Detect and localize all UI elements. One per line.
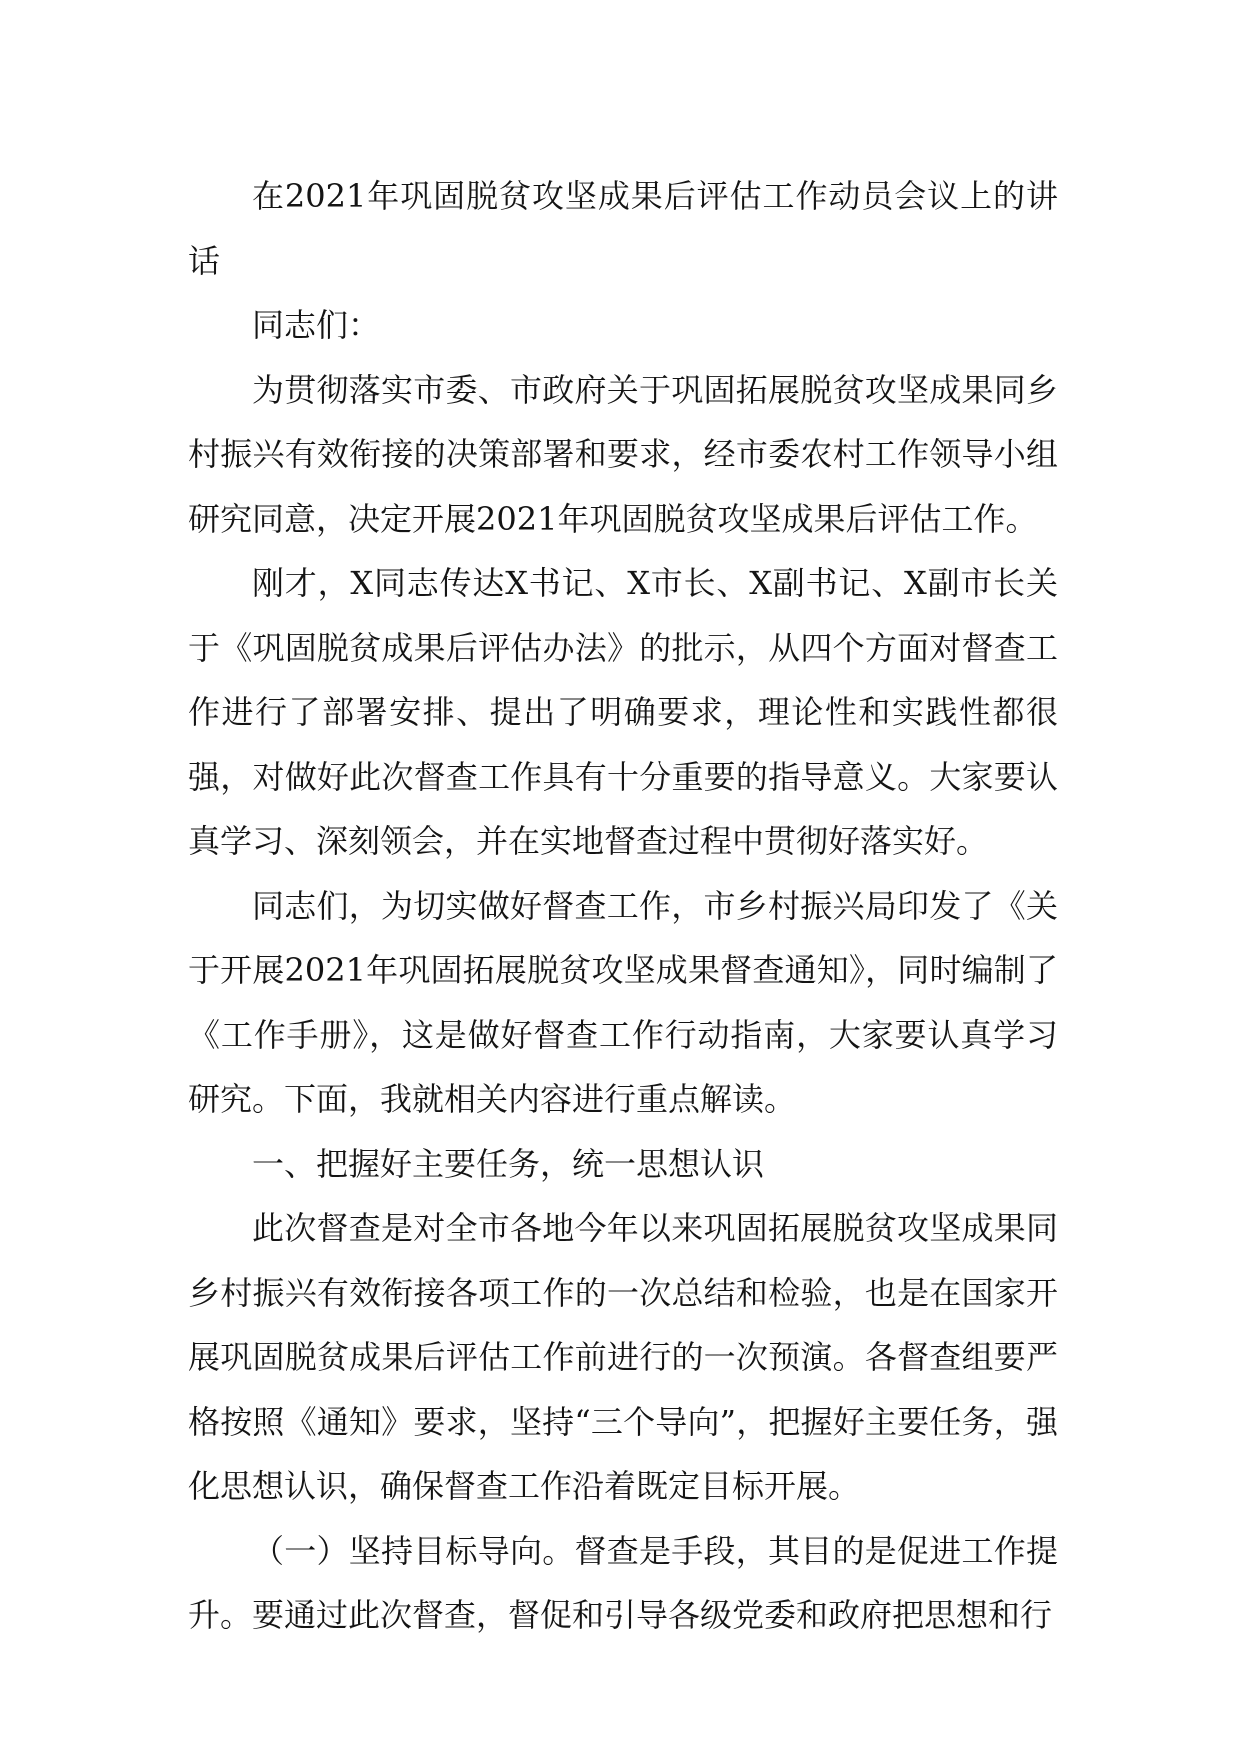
paragraph-purpose: 为贯彻落实市委、市政府关于巩固拓展脱贫攻坚成果同乡村振兴有效衔接的决策部署和要求，经市委农村工作领导小组研究同意，决定开展2021年巩固脱贫攻坚成果后评估工作。 <box>188 370 1058 538</box>
paragraph-notice: 同志们，为切实做好督查工作，市乡村振兴局印发了《关于开展2021年巩固拓展脱贫攻坚成果督查通知》，同时编制了《工作手册》，这是做好督查工作行动指南，大家要认真学习研究。下面，我就相关内容进行重点解读。 <box>188 886 1058 1118</box>
section-heading: 一、把握好主要任务，统一思想认识 <box>252 1144 765 1183</box>
document-page <box>188 164 1058 1648</box>
salutation: 同志们： <box>252 306 381 344</box>
paragraph-instructions: 刚才，X同志传达X书记、X市长、X副书记、X副市长关于《巩固脱贫成果后评估办法》的批示，从四个方面对督查工作进行了部署安排、提出了明确要求，理论性和实践性都很强，对做好此次督查工作具有十分重要的指导意义。大家要认真学习、深刻领会，并在实地督查过程中贯彻好落实好。 <box>188 564 1058 860</box>
paragraph-section-intro: 此次督查是对全市各地今年以来巩固拓展脱贫攻坚成果同乡村振兴有效衔接各项工作的一次总结和检验，也是在国家开展巩固脱贫成果后评估工作前进行的一次预演。各督查组要严格按照《通知》要求，坚持“三个导向”，把握好主要任务，强化思想认识，确保督查工作沿着既定目标开展。 <box>188 1209 1058 1505</box>
paragraph-goal-orientation: （一）坚持目标导向。督查是手段，其目的是促进工作提升。要通过此次督查，督促和引导各级党委和政府把思想和行 <box>188 1531 1058 1634</box>
speech-title: 在2021年巩固脱贫攻坚成果后评估工作动员会议上的讲话 <box>188 177 1058 280</box>
